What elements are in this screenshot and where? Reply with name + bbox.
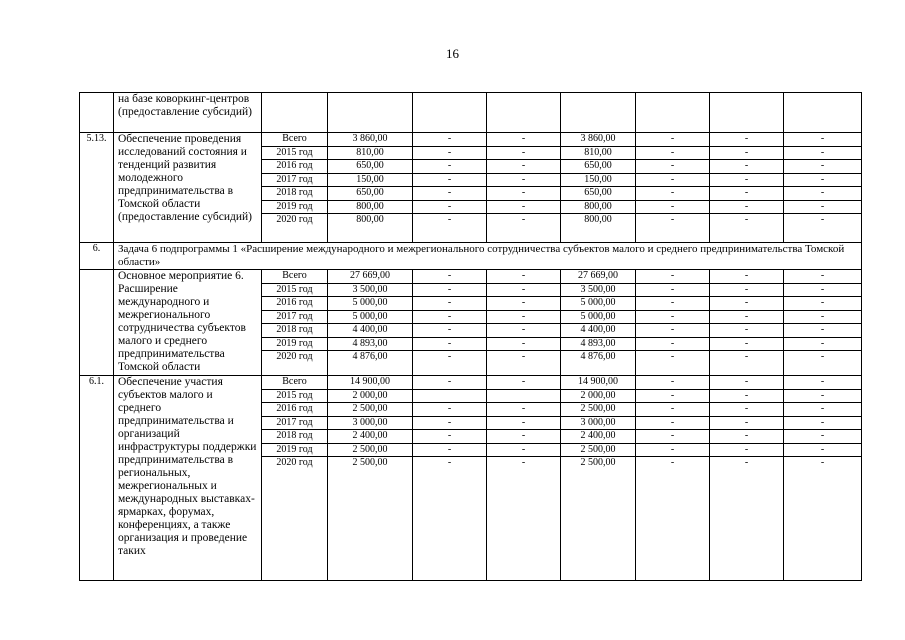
year-cell: 2016 год — [262, 297, 328, 311]
value-cell — [413, 93, 487, 133]
value-cell: 3 500,00 — [328, 283, 413, 297]
year-cell: 2017 год — [262, 310, 328, 324]
table-row — [80, 93, 862, 133]
value-cell: 14 900,00 — [328, 376, 413, 390]
row-number: 5.13. — [80, 133, 114, 243]
year-cell: 2018 год — [262, 187, 328, 201]
value-cell: - — [710, 351, 784, 376]
value-cell: 5 000,00 — [561, 310, 636, 324]
value-cell: - — [487, 283, 561, 297]
value-cell: - — [413, 214, 487, 243]
value-cell: - — [710, 270, 784, 284]
value-cell: - — [636, 310, 710, 324]
value-cell: 2 000,00 — [328, 389, 413, 403]
value-cell: - — [413, 324, 487, 338]
value-cell: - — [636, 297, 710, 311]
value-cell: - — [636, 389, 710, 403]
value-cell: - — [487, 297, 561, 311]
row-number — [80, 270, 114, 376]
value-cell: 800,00 — [328, 214, 413, 243]
value-cell: - — [784, 173, 862, 187]
value-cell — [784, 93, 862, 133]
table-row — [80, 243, 862, 270]
value-cell: 3 000,00 — [328, 416, 413, 430]
value-cell: 2 500,00 — [561, 457, 636, 581]
value-cell: 150,00 — [561, 173, 636, 187]
value-cell: 800,00 — [561, 200, 636, 214]
value-cell: 810,00 — [328, 146, 413, 160]
value-cell: - — [413, 173, 487, 187]
value-cell — [328, 93, 413, 133]
value-cell: - — [784, 430, 862, 444]
value-cell: - — [784, 416, 862, 430]
value-cell: 5 000,00 — [561, 297, 636, 311]
value-cell: - — [784, 457, 862, 581]
value-cell: - — [636, 214, 710, 243]
value-cell: - — [784, 351, 862, 376]
value-cell: 14 900,00 — [561, 376, 636, 390]
value-cell: - — [636, 416, 710, 430]
year-cell: 2016 год — [262, 403, 328, 417]
year-cell: 2017 год — [262, 416, 328, 430]
year-cell: 2020 год — [262, 457, 328, 581]
value-cell: - — [487, 214, 561, 243]
value-cell: 650,00 — [561, 187, 636, 201]
value-cell: 2 500,00 — [328, 457, 413, 581]
value-cell: - — [487, 187, 561, 201]
value-cell — [710, 93, 784, 133]
value-cell: - — [413, 457, 487, 581]
row-number — [80, 93, 114, 133]
value-cell: - — [636, 200, 710, 214]
value-cell: - — [413, 351, 487, 376]
value-cell: - — [784, 337, 862, 351]
value-cell: - — [413, 443, 487, 457]
value-cell: 2 500,00 — [328, 403, 413, 417]
value-cell: - — [487, 443, 561, 457]
value-cell: - — [784, 443, 862, 457]
value-cell: - — [784, 297, 862, 311]
value-cell: - — [710, 297, 784, 311]
value-cell: - — [636, 270, 710, 284]
value-cell: 650,00 — [328, 187, 413, 201]
value-cell: 3 500,00 — [561, 283, 636, 297]
year-cell: 2015 год — [262, 146, 328, 160]
value-cell: - — [710, 133, 784, 147]
year-cell: 2019 год — [262, 443, 328, 457]
row-number: 6. — [80, 243, 114, 270]
value-cell: - — [413, 146, 487, 160]
value-cell: - — [784, 200, 862, 214]
year-cell: 2019 год — [262, 337, 328, 351]
value-cell: 810,00 — [561, 146, 636, 160]
value-cell: - — [710, 200, 784, 214]
value-cell: - — [413, 283, 487, 297]
value-cell: 5 000,00 — [328, 310, 413, 324]
value-cell: 5 000,00 — [328, 297, 413, 311]
year-cell: 2015 год — [262, 283, 328, 297]
value-cell: - — [710, 337, 784, 351]
table-row — [80, 270, 862, 284]
value-cell — [487, 93, 561, 133]
value-cell: - — [487, 200, 561, 214]
value-cell: - — [636, 376, 710, 390]
value-cell: - — [784, 403, 862, 417]
value-cell: - — [487, 337, 561, 351]
row-number: 6.1. — [80, 376, 114, 581]
year-cell: Всего — [262, 376, 328, 390]
table-body — [80, 93, 862, 581]
year-cell: 2015 год — [262, 389, 328, 403]
value-cell — [636, 93, 710, 133]
value-cell: - — [636, 324, 710, 338]
value-cell: - — [636, 457, 710, 581]
value-cell: - — [487, 376, 561, 390]
year-cell — [262, 93, 328, 133]
value-cell — [413, 389, 487, 403]
value-cell: - — [487, 160, 561, 174]
value-cell: 3 860,00 — [328, 133, 413, 147]
row-name: Основное мероприятие 6. Расширение международного и межрегионального сотрудничества субъектов малого и среднего предпринимательства Томской области — [114, 270, 262, 376]
year-cell: 2018 год — [262, 430, 328, 444]
value-cell: - — [784, 310, 862, 324]
value-cell: - — [784, 133, 862, 147]
value-cell: - — [413, 187, 487, 201]
value-cell: - — [487, 324, 561, 338]
value-cell: 4 893,00 — [328, 337, 413, 351]
value-cell: 150,00 — [328, 173, 413, 187]
value-cell: - — [636, 430, 710, 444]
value-cell: - — [413, 297, 487, 311]
value-cell: 2 000,00 — [561, 389, 636, 403]
year-cell: 2017 год — [262, 173, 328, 187]
value-cell: - — [487, 270, 561, 284]
value-cell: - — [487, 133, 561, 147]
value-cell: - — [413, 416, 487, 430]
value-cell: - — [636, 337, 710, 351]
value-cell: - — [784, 270, 862, 284]
value-cell: 27 669,00 — [561, 270, 636, 284]
value-cell: 4 400,00 — [561, 324, 636, 338]
value-cell: - — [636, 187, 710, 201]
value-cell: - — [413, 376, 487, 390]
value-cell: 3 000,00 — [561, 416, 636, 430]
value-cell: - — [413, 160, 487, 174]
value-cell: - — [487, 351, 561, 376]
value-cell — [487, 389, 561, 403]
table-row — [80, 133, 862, 147]
value-cell: 650,00 — [328, 160, 413, 174]
value-cell: - — [710, 376, 784, 390]
value-cell: 2 500,00 — [561, 443, 636, 457]
value-cell: - — [487, 310, 561, 324]
value-cell: - — [487, 430, 561, 444]
value-cell: - — [710, 324, 784, 338]
task-heading: Задача 6 подпрограммы 1 «Расширение международного и межрегионального сотрудничества субъектов малого и среднего предпринимательства Томской области» — [114, 243, 862, 270]
value-cell: 2 400,00 — [561, 430, 636, 444]
value-cell: - — [636, 133, 710, 147]
year-cell: 2018 год — [262, 324, 328, 338]
row-name: на базе коворкинг-центров (предоставление субсидий) — [114, 93, 262, 133]
year-cell: 2016 год — [262, 160, 328, 174]
funding-table — [79, 92, 862, 581]
value-cell: - — [636, 173, 710, 187]
value-cell: - — [784, 389, 862, 403]
value-cell: - — [710, 310, 784, 324]
table-row — [80, 376, 862, 390]
value-cell: - — [710, 389, 784, 403]
value-cell: - — [710, 416, 784, 430]
row-name: Обеспечение участия субъектов малого и среднего предпринимательства и организаций инфраструктуры поддержки предпринимательства в региональных, межрегиональных и международных выставках-ярмарках, форумах, конференциях, а также организация и проведение таких — [114, 376, 262, 581]
value-cell: - — [636, 160, 710, 174]
value-cell: - — [487, 457, 561, 581]
value-cell: - — [710, 283, 784, 297]
value-cell: - — [710, 457, 784, 581]
value-cell: - — [784, 376, 862, 390]
year-cell: 2019 год — [262, 200, 328, 214]
value-cell: - — [710, 214, 784, 243]
value-cell: 4 876,00 — [561, 351, 636, 376]
value-cell: - — [710, 187, 784, 201]
value-cell: - — [413, 270, 487, 284]
value-cell: - — [413, 310, 487, 324]
value-cell: - — [784, 214, 862, 243]
value-cell: - — [784, 187, 862, 201]
value-cell: - — [413, 133, 487, 147]
value-cell: - — [487, 146, 561, 160]
value-cell: 4 400,00 — [328, 324, 413, 338]
year-cell: 2020 год — [262, 351, 328, 376]
value-cell: - — [636, 146, 710, 160]
value-cell: 2 500,00 — [561, 403, 636, 417]
value-cell: - — [413, 200, 487, 214]
value-cell: - — [487, 403, 561, 417]
row-name: Обеспечение проведения исследований состояния и тенденций развития молодежного предпринимательства в Томской области (предоставление субсидий) — [114, 133, 262, 243]
page-number: 16 — [446, 46, 459, 61]
value-cell: 2 400,00 — [328, 430, 413, 444]
value-cell: - — [710, 160, 784, 174]
value-cell: 3 860,00 — [561, 133, 636, 147]
value-cell: - — [710, 146, 784, 160]
value-cell: - — [413, 430, 487, 444]
value-cell: - — [487, 416, 561, 430]
value-cell: - — [710, 403, 784, 417]
value-cell: - — [784, 160, 862, 174]
value-cell: - — [784, 283, 862, 297]
value-cell: - — [710, 430, 784, 444]
value-cell: - — [636, 351, 710, 376]
value-cell: 800,00 — [561, 214, 636, 243]
value-cell: - — [710, 173, 784, 187]
value-cell: - — [636, 283, 710, 297]
year-cell: 2020 год — [262, 214, 328, 243]
value-cell: - — [487, 173, 561, 187]
value-cell: 650,00 — [561, 160, 636, 174]
value-cell — [561, 93, 636, 133]
value-cell: - — [784, 324, 862, 338]
value-cell: - — [784, 146, 862, 160]
year-cell: Всего — [262, 270, 328, 284]
value-cell: - — [710, 443, 784, 457]
value-cell: 2 500,00 — [328, 443, 413, 457]
value-cell: - — [636, 403, 710, 417]
value-cell: 800,00 — [328, 200, 413, 214]
value-cell: 4 876,00 — [328, 351, 413, 376]
value-cell: 27 669,00 — [328, 270, 413, 284]
value-cell: - — [636, 443, 710, 457]
year-cell: Всего — [262, 133, 328, 147]
value-cell: 4 893,00 — [561, 337, 636, 351]
value-cell: - — [413, 337, 487, 351]
value-cell: - — [413, 403, 487, 417]
